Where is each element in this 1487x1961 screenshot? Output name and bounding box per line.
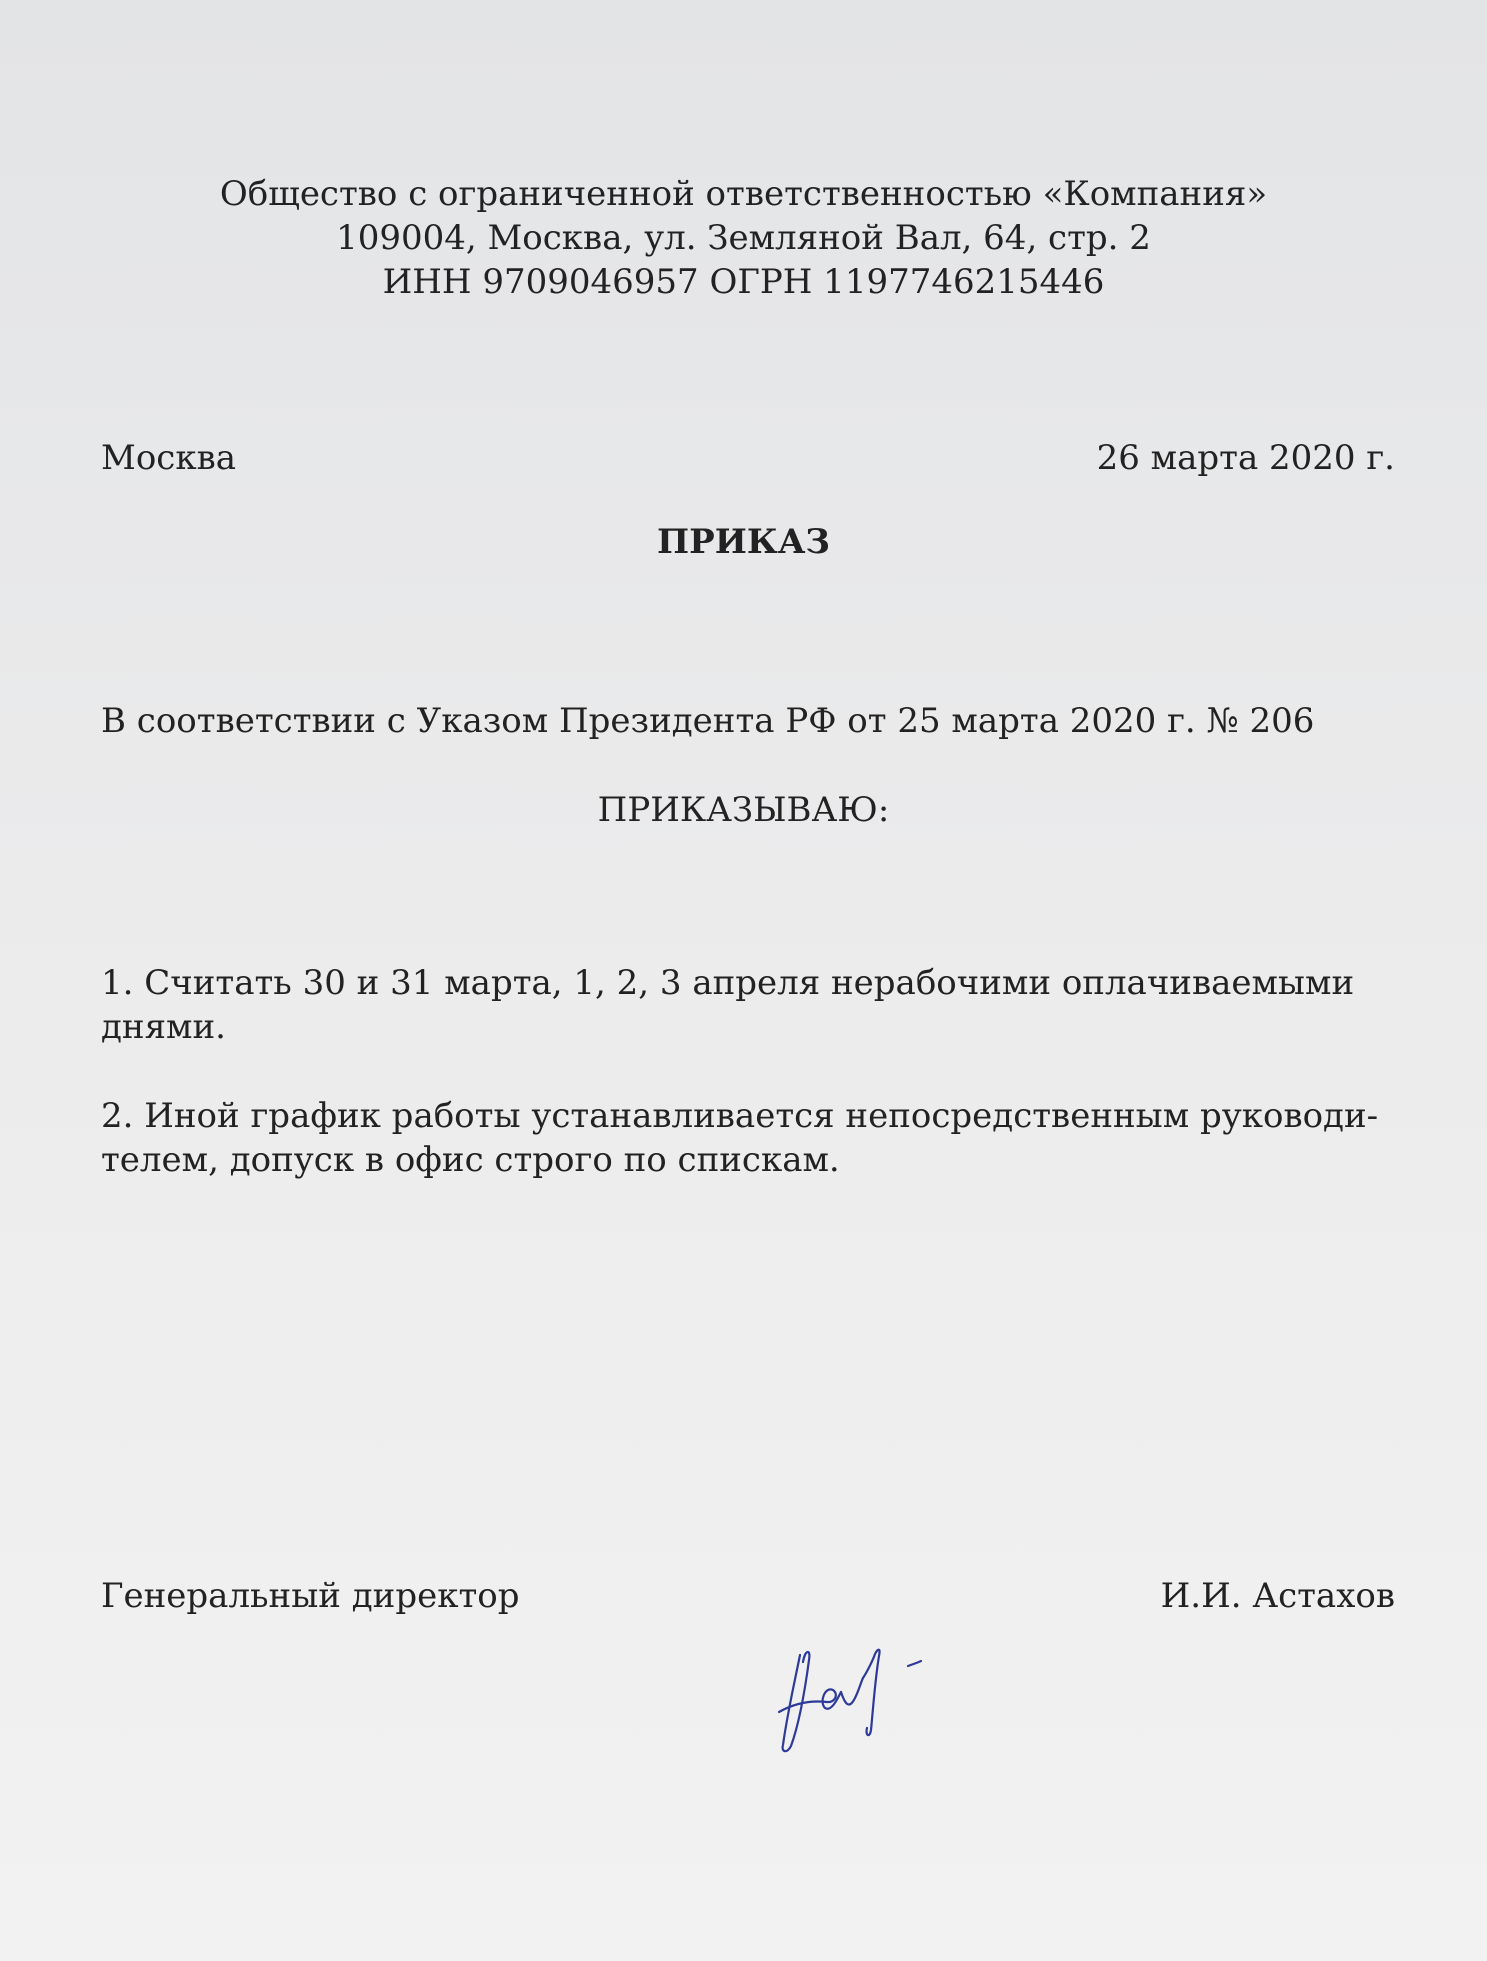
order-item-line: 2. Иной график работы устанавливается непосредственным руководи- xyxy=(101,1096,1379,1136)
organization-name: Общество с ограниченной ответственностью «Компания» xyxy=(219,174,1268,214)
order-item-line: 1. Считать 30 и 31 марта, 1, 2, 3 апреля нерабочими оплачиваемыми xyxy=(101,963,1355,1003)
order-word: ПРИКАЗЫВАЮ: xyxy=(597,790,890,830)
place-date-row xyxy=(101,436,1395,480)
company-header xyxy=(0,172,1487,304)
order-item xyxy=(101,961,1401,1049)
signatory-name: И.И. Астахов xyxy=(1160,1576,1395,1616)
order-item-line: днями. xyxy=(101,1007,226,1047)
document-date: 26 марта 2020 г. xyxy=(1096,438,1395,478)
handwritten-signature xyxy=(775,1620,935,1760)
signatory-row xyxy=(101,1574,1395,1618)
order-basis: В соответствии с Указом Президента РФ от 25 марта 2020 г. № 206 xyxy=(101,701,1315,741)
signatory-position: Генеральный директор xyxy=(101,1576,520,1616)
order-item xyxy=(101,1094,1401,1182)
organization-registration: ИНН 9709046957 ОГРН 1197746215446 xyxy=(382,262,1105,302)
organization-address: 109004, Москва, ул. Земляной Вал, 64, стр. 2 xyxy=(336,218,1151,258)
document-title: ПРИКАЗ xyxy=(657,522,830,562)
city: Москва xyxy=(101,438,236,478)
order-item-line: телем, допуск в офис строго по спискам. xyxy=(101,1140,840,1180)
